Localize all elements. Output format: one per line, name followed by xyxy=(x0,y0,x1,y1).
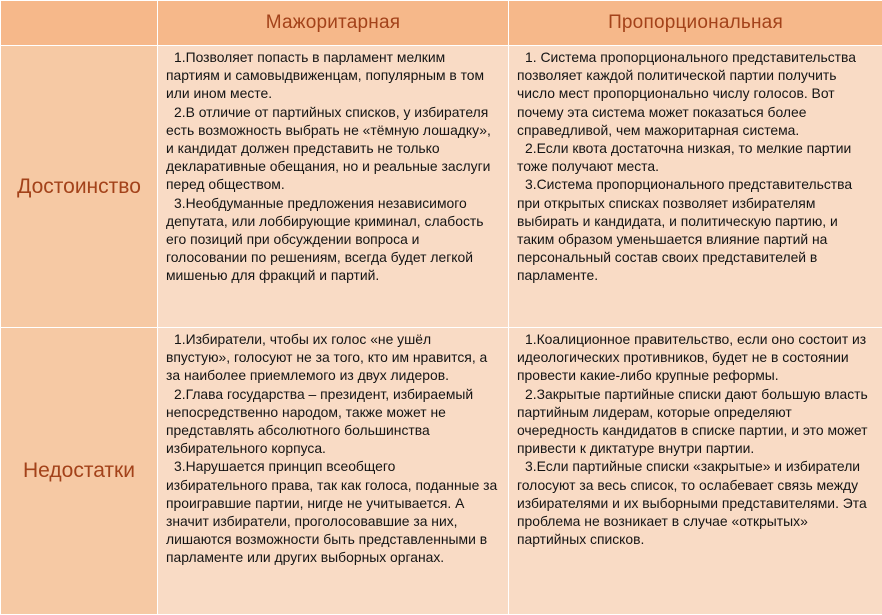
advantages-proportional-cell xyxy=(509,46,882,328)
header-row xyxy=(1,1,882,46)
disadvantages-majoritarian-cell xyxy=(158,328,509,615)
disadvantages-majoritarian-item-1: 1.Избиратели, чтобы их голос «не ушёл впустую», голосуют не за того, кто им нравится, а за наиболее приемлемого из двух лидеров. xyxy=(166,330,498,385)
disadvantages-proportional-item-3: 3.Если партийные списки «закрытые» и избиратели голосуют за весь список, то ослабевает связь между избирателями и их выборными представителями. Эта проблема не возникает в случае «открытых» партийных списков. xyxy=(517,457,876,548)
advantages-majoritarian-item-1: 1.Позволяет попасть в парламент мелким партиям и самовыдвиженцам, популярным в том или ином месте. xyxy=(166,48,498,103)
disadvantages-majoritarian-item-2: 2.Глава государства – президент, избираемый непосредственно народом, также может не представлять абсолютного большинства избирательного корпуса. xyxy=(166,385,498,458)
disadvantages-proportional-cell xyxy=(509,328,882,615)
disadvantages-proportional-item-1: 1.Коалиционное правительство, если оно состоит из идеологических противников, будет не в состоянии провести какие-либо крупные реформы. xyxy=(517,330,876,385)
advantages-proportional-item-1: 1. Система пропорционального представительства позволяет каждой политической партии получить число мест пропорционально числу голосов. Вот почему эта система может показаться более справедливой, чем мажоритарная система. xyxy=(517,48,876,139)
disadvantages-proportional-item-2: 2.Закрытые партийные списки дают большую власть партийным лидерам, которые определяют очередность кандидатов в списке партии, и это может привести к диктатуре внутри партии. xyxy=(517,385,876,458)
row-label-advantages: Достоинство xyxy=(1,46,158,328)
advantages-majoritarian-item-3: 3.Необдуманные предложения независимого депутата, или лоббирующие криминал, слабость его позиций при обсуждении вопроса и голосовании по решениям, всегда будет легкой мишенью для фракций и партий. xyxy=(166,194,498,285)
disadvantages-row xyxy=(1,328,882,615)
disadvantages-majoritarian-item-3: 3.Нарушается принцип всеобщего избирательного права, так как голоса, поданные за проигравшие партии, нигде не учитывается. А значит избиратели, проголосовавшие за них, лишаются возможности быть представленными в парламенте или других выборных органах. xyxy=(166,457,498,566)
advantages-proportional-item-2: 2.Если квота достаточна низкая, то мелкие партии тоже получают места. xyxy=(517,139,876,175)
row-label-disadvantages: Недостатки xyxy=(1,328,158,615)
header-proportional: Пропорциональная xyxy=(509,1,882,46)
header-majoritarian: Мажоритарная xyxy=(158,1,509,46)
advantages-row xyxy=(1,46,882,328)
advantages-majoritarian-cell xyxy=(158,46,509,328)
advantages-majoritarian-item-2: 2.В отличие от партийных списков, у избирателя есть возможность выбрать не «тёмную лошадку», и кандидат должен представить не только декларативные обещания, но и реальные заслуги перед обществом. xyxy=(166,103,498,194)
advantages-proportional-item-3: 3.Система пропорционального представительства при открытых списках позволяет избирателям выбирать и кандидата, и политическую партию, и таким образом уменьшается влияние партий на персональный состав своих представителей в парламенте. xyxy=(517,175,876,284)
header-corner-cell xyxy=(1,1,158,46)
